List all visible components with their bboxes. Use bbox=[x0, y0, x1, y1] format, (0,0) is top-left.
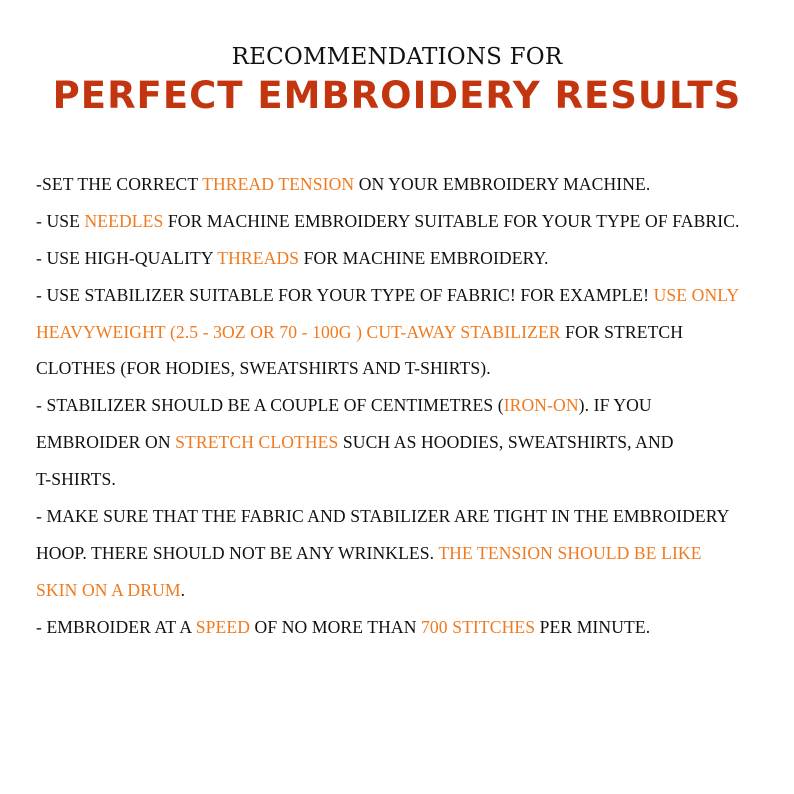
recommendations-list bbox=[36, 168, 781, 648]
line-text: OF NO MORE THAN bbox=[250, 616, 422, 637]
line-text: ON YOUR EMBROIDERY MACHINE. bbox=[354, 174, 651, 194]
line-text: - USE HIGH-QUALITY bbox=[36, 247, 218, 268]
line-text: - USE bbox=[36, 210, 85, 231]
line-text: - USE STABILIZER SUITABLE FOR YOUR TYPE OF FABRIC! FOR EXAMPLE! bbox=[36, 284, 654, 305]
highlighted-text: IRON-ON bbox=[503, 395, 579, 416]
line-text: FOR MACHINE EMBROIDERY. bbox=[299, 247, 549, 268]
line-text: FOR MACHINE EMBROIDERY SUITABLE FOR YOUR TYPE OF FABRIC. bbox=[163, 210, 740, 231]
line-text: - STABILIZER SHOULD BE A COUPLE OF CENTIMETRES ( bbox=[36, 395, 504, 416]
recommendation-line bbox=[36, 316, 781, 353]
recommendation-line bbox=[36, 574, 781, 611]
line-text: SUCH AS HOODIES, SWEATSHIRTS, AND bbox=[338, 432, 674, 453]
recommendation-line bbox=[36, 426, 781, 463]
highlighted-text: THE TENSION SHOULD BE LIKE bbox=[438, 542, 702, 563]
highlighted-text: USE ONLY bbox=[653, 284, 740, 305]
recommendation-line bbox=[36, 168, 781, 205]
line-text: . bbox=[180, 579, 186, 600]
recommendation-line bbox=[36, 242, 781, 279]
highlighted-text: NEEDLES bbox=[84, 210, 164, 231]
recommendation-line bbox=[36, 279, 781, 316]
line-text: - MAKE SURE THAT THE FABRIC AND STABILIZER ARE TIGHT IN THE EMBROIDERY bbox=[36, 506, 730, 527]
line-text: EMBROIDER ON bbox=[36, 432, 176, 453]
line-text: PER MINUTE. bbox=[535, 616, 651, 637]
line-text: FOR STRETCH bbox=[560, 321, 684, 342]
line-text: ). IF YOU bbox=[578, 395, 652, 416]
page-title: PERFECT EMBROIDERY RESULTS bbox=[52, 74, 742, 117]
line-text: -SET THE CORRECT bbox=[36, 174, 203, 194]
highlighted-text: HEAVYWEIGHT (2.5 - 3OZ OR 70 - 100G ) CUT-AWAY STABILIZER bbox=[36, 321, 561, 342]
recommendation-line bbox=[36, 463, 781, 500]
highlighted-text: 700 STITCHES bbox=[421, 616, 536, 637]
highlighted-text: THREAD TENSION bbox=[202, 174, 355, 194]
recommendation-line bbox=[36, 389, 781, 426]
recommendation-line bbox=[36, 611, 781, 648]
recommendation-line bbox=[36, 500, 781, 537]
highlighted-text: STRETCH CLOTHES bbox=[175, 432, 339, 453]
line-text: CLOTHES (FOR HODIES, SWEATSHIRTS AND T-SHIRTS). bbox=[36, 358, 491, 379]
line-text: T-SHIRTS. bbox=[36, 469, 116, 490]
line-text: - EMBROIDER AT A bbox=[36, 616, 196, 637]
line-text: HOOP. THERE SHOULD NOT BE ANY WRINKLES. bbox=[36, 542, 439, 563]
highlighted-text: SPEED bbox=[195, 616, 251, 637]
recommendation-line bbox=[36, 205, 781, 242]
page-subtitle: RECOMMENDATIONS FOR bbox=[231, 44, 563, 70]
highlighted-text: THREADS bbox=[217, 247, 300, 268]
recommendation-line bbox=[36, 537, 781, 574]
highlighted-text: SKIN ON A DRUM bbox=[36, 579, 181, 600]
recommendation-line bbox=[36, 352, 781, 389]
